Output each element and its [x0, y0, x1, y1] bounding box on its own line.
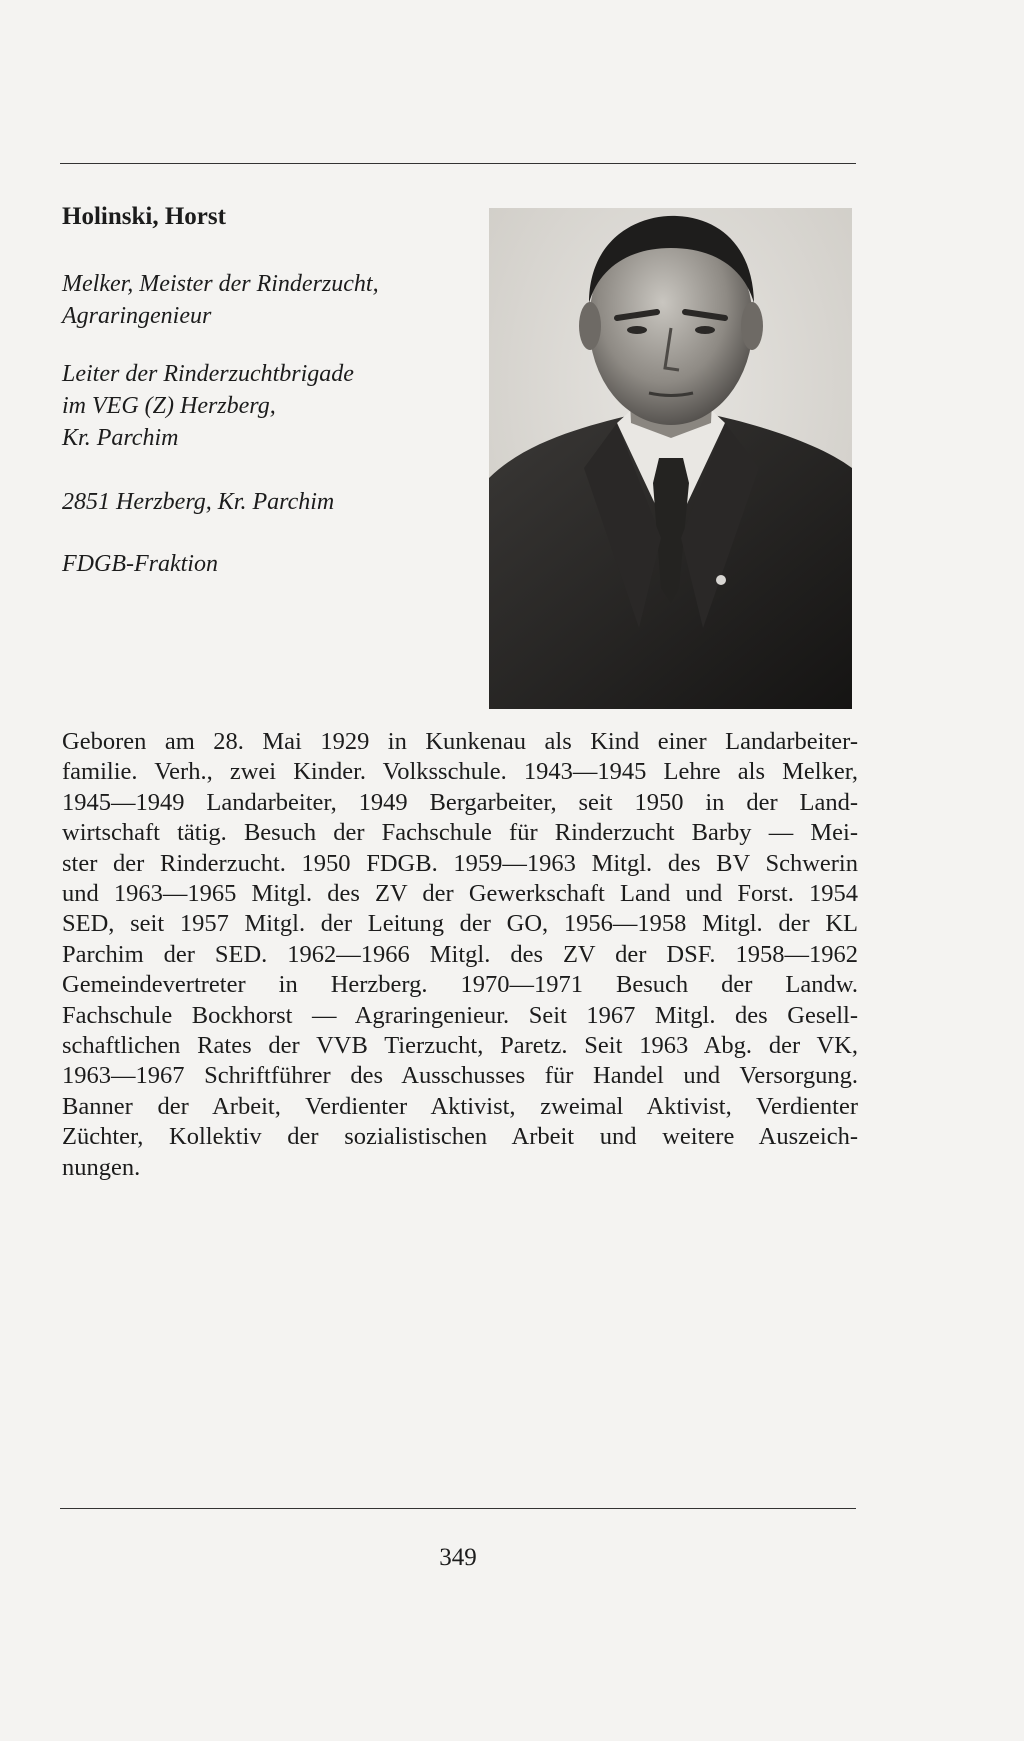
- biography-line: Gemeindevertreter in Herzberg. 1970—1971 Besuch der Landw.: [62, 971, 858, 999]
- biography-line: Geboren am 28. Mai 1929 in Kunkenau als Kind einer Landarbeiter-: [62, 728, 858, 755]
- top-rule: [60, 163, 856, 164]
- biography-line: familie. Verh., zwei Kinder. Volksschule. 1943—1945 Lehre als Melker,: [62, 758, 858, 786]
- biography-line: und 1963—1965 Mitgl. des ZV der Gewerkschaft Land und Forst. 1954: [62, 880, 858, 908]
- page-number: 349: [439, 1544, 477, 1571]
- position-line: Kr. Parchim: [62, 425, 179, 451]
- position: [62, 358, 354, 454]
- biography-line: SED, seit 1957 Mitgl. der Leitung der GO, 1956—1958 Mitgl. der KL: [62, 910, 858, 938]
- occupation: [62, 268, 379, 332]
- position-line: Leiter der Rinderzuchtbrigade: [62, 361, 354, 387]
- bottom-rule: [60, 1508, 856, 1509]
- biography-line: Züchter, Kollektiv der sozialistischen Arbeit und weitere Auszeich-: [62, 1123, 858, 1151]
- biography-line: 1945—1949 Landarbeiter, 1949 Bergarbeiter, seit 1950 in der Land-: [62, 788, 858, 816]
- biography-line: 1963—1967 Schriftführer des Ausschusses für Handel und Versorgung.: [62, 1062, 858, 1090]
- biography-line: Parchim der SED. 1962—1966 Mitgl. des ZV der DSF. 1958—1962: [62, 940, 858, 968]
- biography: [62, 727, 858, 1183]
- faction: FDGB-Fraktion: [62, 551, 218, 577]
- biography-line: Fachschule Bockhorst — Agraringenieur. Seit 1967 Mitgl. des Gesell-: [62, 1001, 858, 1029]
- occupation-line: Agraringenieur: [62, 303, 212, 329]
- person-name: Holinski, Horst: [62, 203, 226, 230]
- occupation-line: Melker, Meister der Rinderzucht,: [62, 271, 379, 297]
- biography-line: schaftlichen Rates der VVB Tierzucht, Paretz. Seit 1963 Abg. der VK,: [62, 1032, 858, 1060]
- biography-line: nungen.: [62, 1153, 141, 1181]
- address: 2851 Herzberg, Kr. Parchim: [62, 489, 335, 515]
- biography-line: wirtschaft tätig. Besuch der Fachschule für Rinderzucht Barby — Mei-: [62, 819, 858, 847]
- portrait-photo: [489, 208, 852, 709]
- position-line: im VEG (Z) Herzberg,: [62, 393, 276, 419]
- biography-line: Banner der Arbeit, Verdienter Aktivist, zweimal Aktivist, Verdienter: [62, 1092, 858, 1120]
- biography-line: ster der Rinderzucht. 1950 FDGB. 1959—1963 Mitgl. des BV Schwerin: [62, 849, 858, 877]
